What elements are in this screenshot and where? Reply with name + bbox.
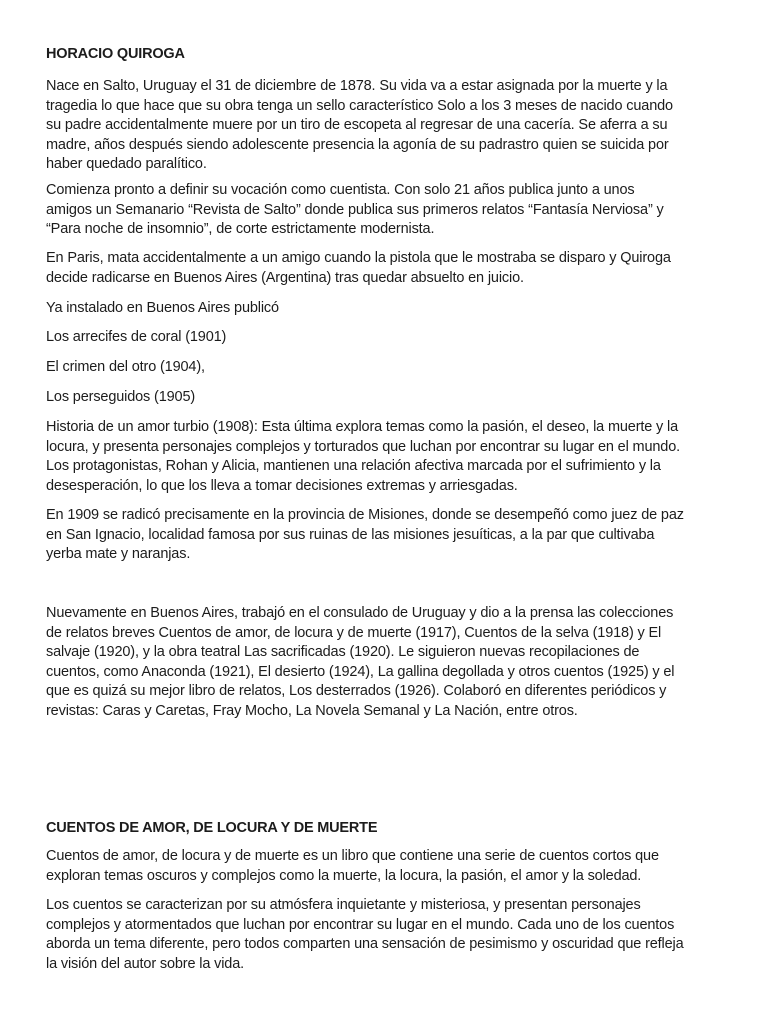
text-line: En Paris, mata accidentalmente a un amigo cuando la pistola que le mostraba se disparo y Quiroga — [46, 250, 671, 266]
paragraph-book-summary — [46, 847, 659, 886]
text-line: En 1909 se radicó precisamente en la provincia de Misiones, donde se desempeñó como juez de paz — [46, 507, 684, 523]
paragraph-birth — [46, 77, 673, 175]
section-heading: HORACIO QUIROGA — [46, 46, 185, 62]
text-line: madre, años después siendo adolescente presencia la agonía de su padrastro quien se suicida por — [46, 136, 669, 153]
text-line: salvaje (1920), y la obra teatral Las sacrificadas (1920). Le siguieron nuevas recopilaciones de — [46, 644, 640, 660]
text-line: su padre accidentalmente muere por un tiro de escopeta al regresar de una cacería. Se aferra a su — [46, 117, 668, 133]
work-item: El crimen del otro (1904), — [46, 359, 205, 375]
text-line: Cuentos de amor, de locura y de muerte es un libro que contiene una serie de cuentos cortos que — [46, 848, 659, 864]
text-line: Comienza pronto a definir su vocación como cuentista. Con solo 21 años publica junto a unos — [46, 182, 635, 198]
text-line: Nace en Salto, Uruguay el 31 de diciembre de 1878. Su vida va a estar asignada por la muerte y la — [46, 78, 668, 94]
text-line: la visión del autor sobre la vida. — [46, 955, 245, 972]
text-line: Nuevamente en Buenos Aires, trabajó en el consulado de Uruguay y dio a la prensa las colecciones — [46, 605, 674, 621]
paragraph-vocation — [46, 181, 664, 240]
text-line: decide radicarse en Buenos Aires (Argentina) tras quedar absuelto en juicio. — [46, 269, 524, 286]
text-line: locura, y presenta personajes complejos y torturados que luchan por encontrar su lugar en el mundo. — [46, 438, 680, 455]
text-line: que es quizá su mejor libro de relatos, Los desterrados (1926). Colaboró en diferentes periódicos y — [46, 683, 667, 699]
text-line: de relatos breves Cuentos de amor, de locura y de muerte (1917), Cuentos de la selva (1918) y El — [46, 624, 662, 641]
text-line: cuentos, como Anaconda (1921), El desierto (1924), La gallina degollada y otros cuentos (1925) y el — [46, 663, 675, 680]
text-line: tragedia lo que hace que su obra tenga un sello característico Solo a los 3 meses de nacido cuando — [46, 97, 673, 114]
work-item: Los perseguidos (1905) — [46, 389, 196, 405]
paragraph-published-intro: Ya instalado en Buenos Aires publicó — [46, 300, 279, 316]
text-line: Los protagonistas, Rohan y Alicia, mantienen una relación afectiva marcada por el sufrimiento y la — [46, 458, 661, 474]
text-line: Historia de un amor turbio (1908): Esta última explora temas como la pasión, el deseo, la muerte y la — [46, 419, 679, 435]
text-line: desesperación, lo que los lleva a tomar decisiones extremas y arriesgadas. — [46, 477, 518, 494]
text-line: revistas: Caras y Caretas, Fray Mocho, La Novela Semanal y La Nación, entre otros. — [46, 702, 578, 719]
text-line: aborda un tema diferente, pero todos comparten una sensación de pesimismo y oscuridad que refleja — [46, 936, 684, 952]
paragraph-paris — [46, 249, 671, 288]
text-line: haber quedado paralítico. — [46, 156, 207, 172]
text-line: “Para noche de insomnio”, de corte estrictamente modernista. — [46, 221, 435, 237]
text-line: yerba mate y naranjas. — [46, 546, 191, 562]
paragraph-misiones — [46, 506, 684, 565]
text-line: Los cuentos se caracterizan por su atmósfera inquietante y misteriosa, y presentan personajes — [46, 897, 641, 913]
text-line: exploran temas oscuros y complejos como la muerte, la locura, la pasión, el amor y la soledad. — [46, 867, 642, 884]
text-line: amigos un Semanario “Revista de Salto” donde publica sus primeros relatos “Fantasía Nerviosa” y — [46, 201, 664, 218]
text-line: complejos y atormentados que luchan por encontrar su lugar en el mundo. Cada uno de los cuentos — [46, 916, 675, 933]
work-item: Los arrecifes de coral (1901) — [46, 329, 227, 345]
paragraph-amor-turbio — [46, 418, 680, 496]
section-heading: CUENTOS DE AMOR, DE LOCURA Y DE MUERTE — [46, 820, 378, 836]
paragraph-buenos-aires — [46, 604, 674, 721]
paragraph-book-themes — [46, 896, 684, 974]
text-line: en San Ignacio, localidad famosa por sus ruinas de las misiones jesuíticas, a la par que cultivaba — [46, 526, 655, 543]
